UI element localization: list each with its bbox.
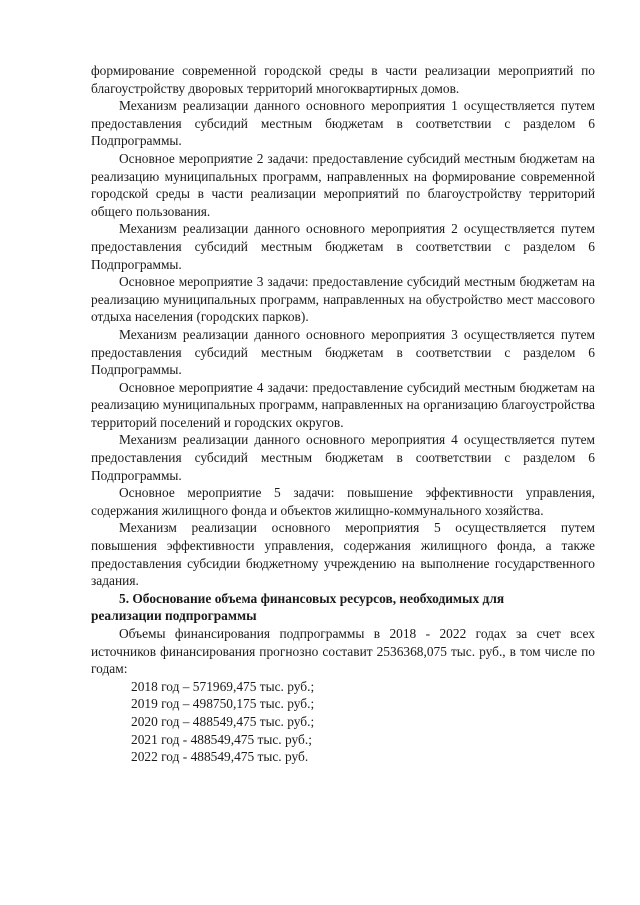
funding-year-item: 2020 год – 488549,475 тыс. руб.;: [131, 713, 315, 729]
funding-year-item: 2019 год – 498750,175 тыс. руб.;: [131, 696, 315, 712]
paragraph-mechanism-1: Механизм реализации данного основного мероприятия 1 осуществляется путем предоставления субсидий местным бюджетам в соответствии с разделом 6 Подпрограммы.: [91, 98, 595, 149]
paragraph-mechanism-2: Механизм реализации данного основного мероприятия 2 осуществляется путем предоставления субсидий местным бюджетам в соответствии с разделом 6 Подпрограммы.: [91, 221, 595, 272]
section-heading-line-1: 5. Обоснование объема финансовых ресурсов, необходимых для: [119, 590, 505, 606]
section-heading: [91, 590, 595, 625]
paragraph-measure-5: Основное мероприятие 5 задачи: повышение эффективности управления, содержания жилищного фонда и объектов жилищно-коммунального хозяйства.: [91, 485, 595, 518]
paragraph-mechanism-3: Механизм реализации данного основного мероприятия 3 осуществляется путем предоставления субсидий местным бюджетам в соответствии с разделом 6 Подпрограммы.: [91, 326, 595, 378]
paragraph-measure-3: Основное мероприятие 3 задачи: предоставление субсидий местным бюджетам на реализацию муниципальных программ, направленных на обустройство мест массового отдыха населения (городских парков).: [91, 274, 595, 325]
paragraph-mechanism-5: Механизм реализации основного мероприятия 5 осуществляется путем повышения эффективности управления, содержания жилищного фонда, а также предоставления субсидии бюджетному учреждению на выполнение государственного задания.: [91, 520, 595, 589]
funding-year-item: 2021 год - 488549,475 тыс. руб.;: [131, 731, 312, 747]
paragraph-continuation: формирование современной городской среды в части реализации мероприятий по благоустройству дворовых территорий многоквартирных домов.: [91, 63, 595, 96]
funding-year-item: 2018 год – 571969,475 тыс. руб.;: [131, 678, 315, 694]
funding-by-year-list: [91, 678, 595, 766]
paragraph-mechanism-4: Механизм реализации данного основного мероприятия 4 осуществляется путем предоставления субсидий местным бюджетам в соответствии с разделом 6 Подпрограммы.: [91, 432, 595, 483]
section-heading-line-2: реализации подпрограммы: [91, 608, 257, 624]
paragraph-measure-4: Основное мероприятие 4 задачи: предоставление субсидий местным бюджетам на реализацию муниципальных программ, направленных на организацию благоустройства территорий поселений и городских округов.: [91, 379, 595, 430]
paragraph-funding-intro: Объемы финансирования подпрограммы в 2018 - 2022 годах за счет всех источников финансирования прогнозно составит 2536368,075 тыс. руб., в том числе по годам:: [91, 626, 595, 677]
document-body: [91, 62, 595, 766]
funding-year-item: 2022 год - 488549,475 тыс. руб.: [131, 749, 309, 765]
paragraph-measure-2: Основное мероприятие 2 задачи: предоставление субсидий местным бюджетам на реализацию муниципальных программ, направленных на формирование современной городской среды в части реализации мероприятий по благоустройству территорий общего пользования.: [91, 150, 595, 219]
